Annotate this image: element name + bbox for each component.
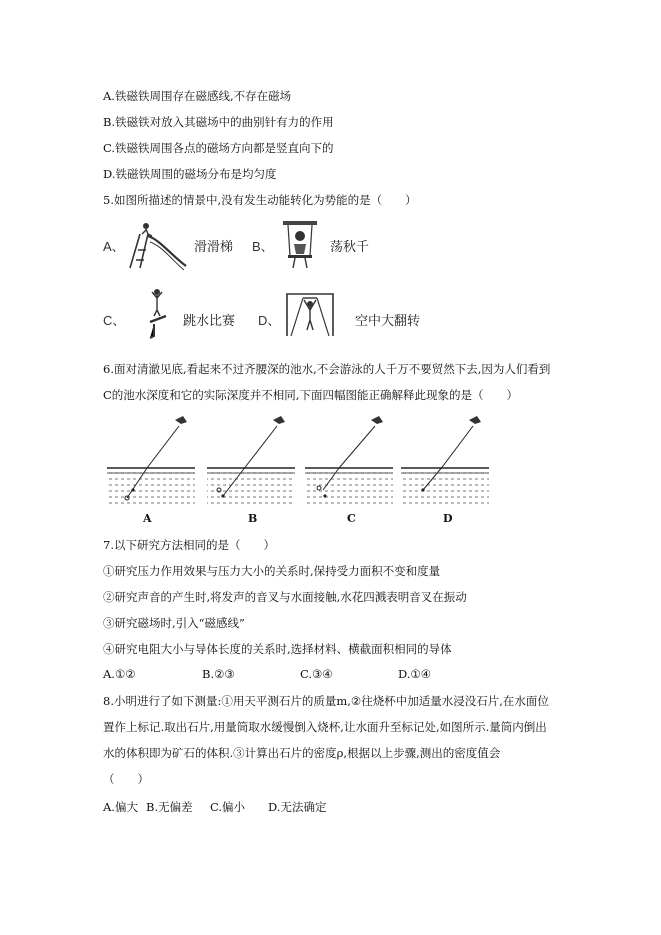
q5-letter-b: B、: [252, 239, 274, 254]
q5-stem: 5.如图所描述的情景中,没有发生动能转化为势能的是（ ）: [103, 193, 417, 207]
diagram-a: [107, 416, 195, 506]
q4-option-d: D.铁磁铁周围的磁场分布是均匀度: [103, 167, 277, 181]
diving-illustration: [140, 286, 176, 342]
q6-caption-b: B: [248, 512, 258, 525]
q8-line-4: （ ）: [103, 772, 149, 786]
q8-option-a: A.偏大: [103, 800, 138, 814]
q4-option-a: A.铁磁铁周围存在磁感线,不存在磁场: [103, 89, 292, 103]
q7-item-3: ③研究磁场时,引入“磁感线”: [103, 616, 245, 630]
slide-illustration: [126, 220, 190, 272]
q6-caption-a: A: [143, 512, 152, 525]
q8-option-b: B.无偏差: [146, 800, 193, 814]
q8-option-d: D.无法确定: [268, 800, 327, 814]
q6-stem-line1: 6.面对清澈见底,看起来不过齐腰深的池水,不会游泳的人千万不要贸然下去,因为人们看到: [103, 362, 551, 376]
q5-letter-d: D、: [258, 313, 281, 328]
q8-line-2: 置作上标记.取出石片,用量筒取水缓慢倒入烧杯,让水面升至标记处,如图所示.量筒内倒出: [103, 720, 547, 734]
q6-stem-line2: C的池水深度和它的实际深度并不相同,下面四幅图能正确解释此现象的是（ ）: [103, 388, 518, 402]
q7-stem: 7.以下研究方法相同的是（ ）: [103, 538, 275, 552]
q8-line-1: 8.小明进行了如下测量:①用天平测石片的质量m,②往烧杯中加适量水浸没石片,在水面位: [103, 694, 549, 708]
q6-caption-d: D: [443, 512, 453, 525]
q5-label-d: 空中大翻转: [355, 313, 421, 328]
diagram-b: [207, 416, 295, 506]
q7-option-d: D.①④: [398, 667, 432, 681]
q7-item-1: ①研究压力作用效果与压力大小的关系时,保持受力面积不变和度量: [103, 564, 441, 578]
q7-option-a: A.①②: [103, 667, 136, 681]
q7-option-c: C.③④: [300, 667, 333, 681]
q5-letter-c: C、: [103, 313, 126, 328]
diagram-c: [305, 416, 393, 506]
q7-option-b: B.②③: [202, 667, 235, 681]
q7-item-4: ④研究电阻大小与导体长度的关系时,选择材料、横截面积相同的导体: [103, 642, 452, 656]
q7-item-2: ②研究声音的产生时,将发声的音叉与水面接触,水花四溅表明音叉在振动: [103, 590, 467, 604]
q6-caption-c: C: [347, 512, 356, 525]
swing-illustration: [280, 218, 320, 272]
q6-refraction-diagrams: [103, 410, 513, 510]
q4-option-c: C.铁磁铁周围各点的磁场方向都是竖直向下的: [103, 141, 334, 155]
q5-label-a: 滑滑梯: [194, 239, 234, 254]
q5-label-c: 跳水比赛: [183, 313, 236, 328]
q5-letter-a: A、: [103, 239, 125, 254]
q8-option-c: C.偏小: [210, 800, 246, 814]
giant-swing-illustration: [283, 290, 337, 340]
diagram-d: [401, 416, 489, 506]
q5-label-b: 荡秋千: [330, 239, 370, 254]
q4-option-b: B.铁磁铁对放入其磁场中的曲别针有力的作用: [103, 115, 334, 129]
q8-line-3: 水的体积即为矿石的体积.③计算出石片的密度ρ,根据以上步骤,测出的密度值会: [103, 746, 501, 760]
